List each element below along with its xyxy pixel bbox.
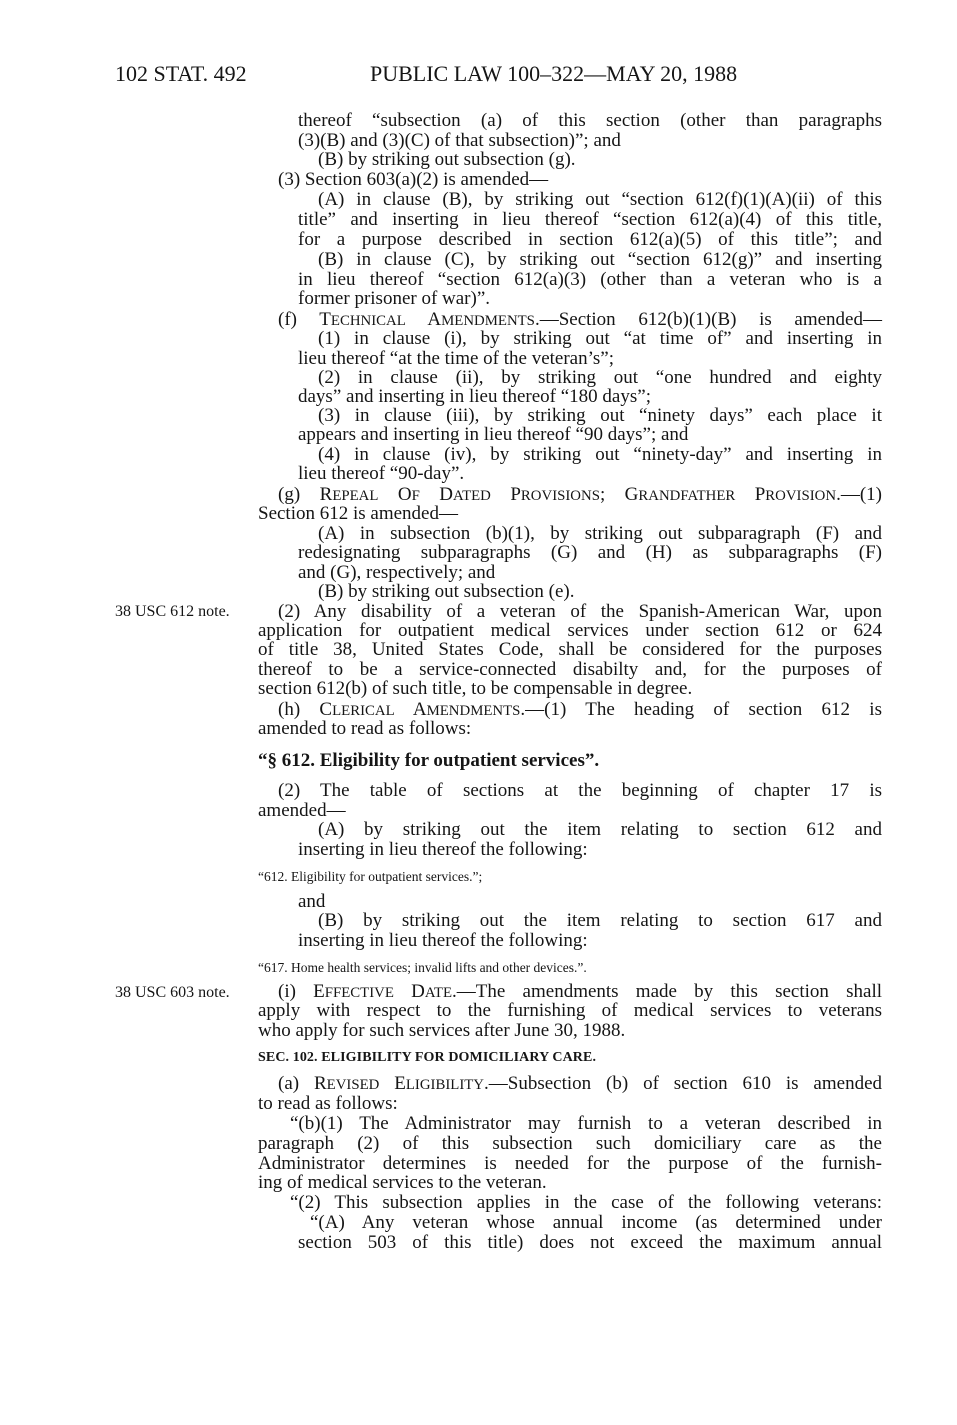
text-line: ing of medical services to the veteran. xyxy=(258,1172,547,1193)
text-line: Administrator determines is needed for the purpose of the furnish- xyxy=(258,1153,882,1174)
paragraph-label: (a) xyxy=(278,1073,314,1094)
text-line: (2) in clause (ii), by striking out “one hundred and eighty xyxy=(318,367,882,388)
text-line: inserting in lieu thereof the following: xyxy=(298,839,588,860)
text-line: (3)(B) and (3)(C) of that subsection)”; and xyxy=(298,130,621,151)
text-segment: .—Section 612(b)(1)(B) is amended— xyxy=(534,309,882,330)
margin-note: 38 USC 612 note. xyxy=(115,603,230,620)
text-line: Section 612 is amended— xyxy=(258,503,458,524)
text-line: of title 38, United States Code, shall be considered for the purposes xyxy=(258,639,882,660)
subsection-heading: TECHNICAL AMENDMENTS xyxy=(319,309,535,330)
text-line: title” and inserting in lieu thereof “section 612(a)(4) of this title, xyxy=(298,209,882,230)
text-line: and xyxy=(298,891,326,912)
text-line: lieu thereof “at the time of the veteran’s”; xyxy=(298,348,614,369)
text-line: (2) The table of sections at the beginning of chapter 17 is xyxy=(278,780,882,801)
text-segment: .—Subsection (b) of section 610 is amended xyxy=(484,1073,883,1094)
text-line: (A) in clause (B), by striking out “section 612(f)(1)(A)(ii) of this xyxy=(318,189,882,210)
text-line: (B) by striking out subsection (g). xyxy=(318,149,576,170)
text-line: (2) Any disability of a veteran of the Spanish-American War, upon xyxy=(278,601,882,622)
subsection-heading: EFFECTIVE DATE xyxy=(313,981,453,1002)
text-line: to read as follows: xyxy=(258,1093,398,1114)
running-head-page-number: 102 STAT. 492 xyxy=(115,61,247,86)
text-line: amended— xyxy=(258,800,346,821)
subsection-heading: REPEAL OF DATED PROVISIONS; GRANDFATHER PROVISION xyxy=(319,484,837,505)
text-line: thereof to be a service-connected disabilty and, for the purposes of xyxy=(258,659,882,680)
section-title: SEC. 102. ELIGIBILITY FOR DOMICILIARY CARE. xyxy=(258,1050,597,1065)
text-line: for a purpose described in section 612(a)(5) of this title”; and xyxy=(298,229,882,250)
text-line: paragraph (2) of this subsection such domiciliary care as the xyxy=(258,1133,882,1154)
text-line: (A) in subsection (b)(1), by striking out subparagraph (F) and xyxy=(318,523,882,544)
text-line: who apply for such services after June 30, 1988. xyxy=(258,1020,626,1041)
text-line: section 612(b) of such title, to be compensable in degree. xyxy=(258,678,693,699)
text-line: (3) in clause (iii), by striking out “ninety days” each place it xyxy=(318,405,882,426)
text-segment: .—(1) xyxy=(836,484,882,505)
text-line: application for outpatient medical services under section 612 or 624 xyxy=(258,620,882,641)
text-line: lieu thereof “90-day”. xyxy=(298,463,465,484)
text-line xyxy=(278,1074,882,1095)
text-line: “(b)(1) The Administrator may furnish to a veteran described in xyxy=(290,1113,882,1134)
text-line: (A) by striking out the item relating to section 612 and xyxy=(318,819,882,840)
text-line: days” and inserting in lieu thereof “180 days”; xyxy=(298,386,651,407)
text-line: in lieu thereof “section 612(a)(3) (other than a veteran who is a xyxy=(298,269,882,290)
text-line: (1) in clause (i), by striking out “at time of” and inserting in xyxy=(318,328,882,349)
text-line: “(A) Any veteran whose annual income (as determined under xyxy=(310,1212,882,1233)
text-line: thereof “subsection (a) of this section (other than paragraphs xyxy=(298,110,882,131)
text-line: section 503 of this title) does not exceed the maximum annual xyxy=(298,1232,882,1253)
text-line: (3) Section 603(a)(2) is amended— xyxy=(278,169,549,190)
subsection-heading: REVISED ELIGIBILITY xyxy=(313,1073,484,1094)
text-line: (B) by striking out subsection (e). xyxy=(318,581,575,602)
margin-note: 38 USC 603 note. xyxy=(115,984,230,1001)
text-line: and (G), respectively; and xyxy=(298,562,496,583)
subsection-heading: CLERICAL AMENDMENTS xyxy=(319,699,521,720)
text-line: “(2) This subsection applies in the case of the following veterans: xyxy=(290,1192,882,1213)
table-of-sections-item: “617. Home health services; invalid lifts and other devices.”. xyxy=(258,960,587,975)
text-line: (4) in clause (iv), by striking out “ninety-day” and inserting in xyxy=(318,444,882,465)
table-of-sections-item: “612. Eligibility for outpatient services.”; xyxy=(258,869,483,884)
text-line: amended to read as follows: xyxy=(258,718,472,739)
text-line: appears and inserting in lieu thereof “90 days”; and xyxy=(298,424,689,445)
text-line: redesignating subparagraphs (G) and (H) as subparagraphs (F) xyxy=(298,542,882,563)
paragraph-label: (g) xyxy=(278,484,320,505)
text-line: inserting in lieu thereof the following: xyxy=(298,930,588,951)
running-head-title: PUBLIC LAW 100–322—MAY 20, 1988 xyxy=(370,61,738,86)
text-line: (B) in clause (C), by striking out “section 612(g)” and inserting xyxy=(318,249,882,270)
text-line: apply with respect to the furnishing of medical services to veterans xyxy=(258,1000,882,1021)
paragraph-label: (i) xyxy=(278,981,314,1002)
text-segment: .—(1) The heading of section 612 is xyxy=(520,699,882,720)
text-line: (B) by striking out the item relating to section 617 and xyxy=(318,910,882,931)
section-heading-quoted: “§ 612. Eligibility for outpatient services”. xyxy=(258,750,600,771)
text-segment: .—The amendments made by this section shall xyxy=(452,981,882,1002)
paragraph-label: (h) xyxy=(278,699,320,720)
text-line: former prisoner of war)”. xyxy=(298,288,491,309)
paragraph-label: (f) xyxy=(278,309,320,330)
